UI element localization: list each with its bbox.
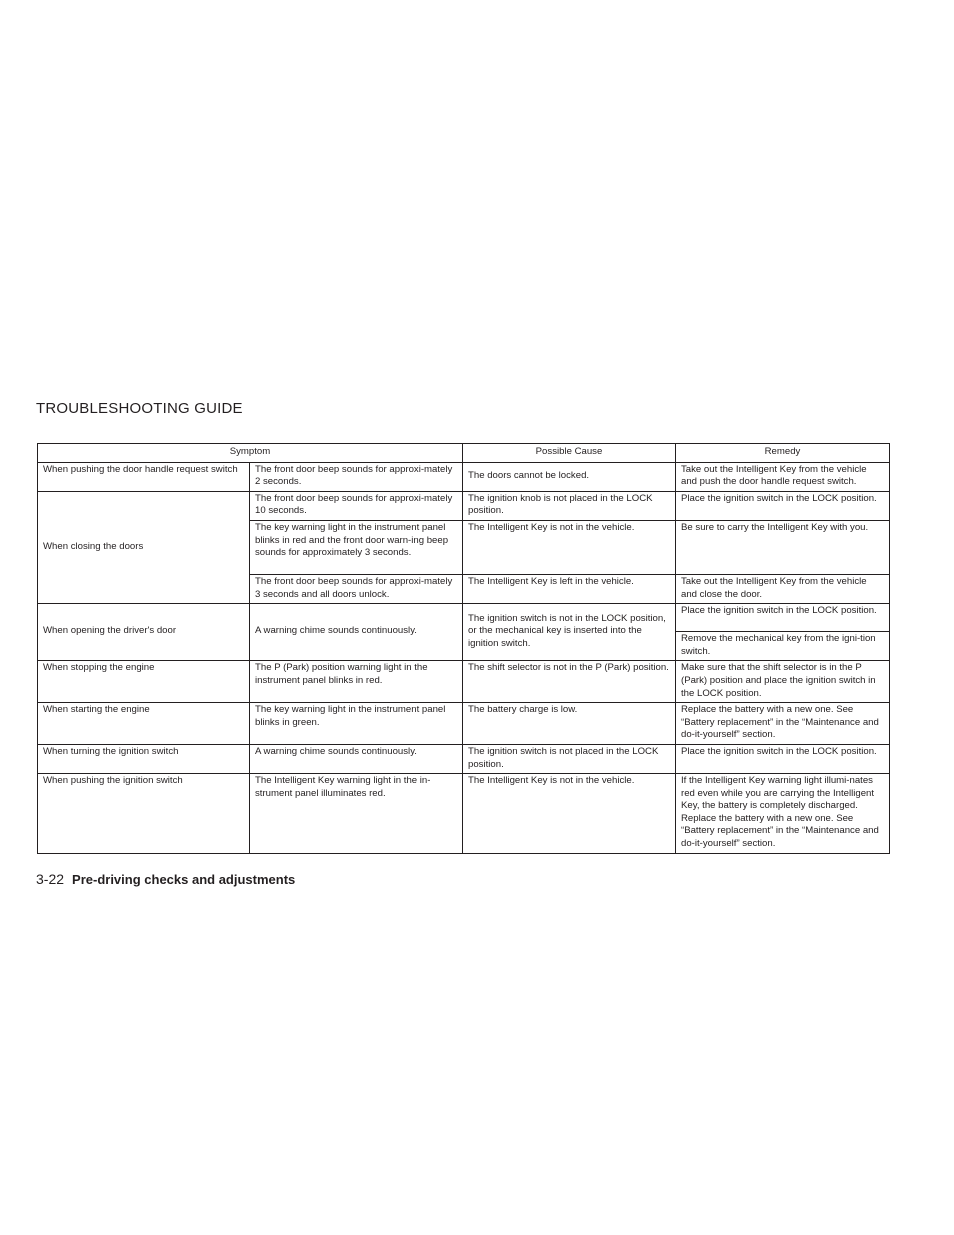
remedy-cell: Place the ignition switch in the LOCK position. [676,604,890,632]
cause-cell: The ignition switch is not in the LOCK position, or the mechanical key is inserted into the ignition switch. [463,604,676,661]
symptom-cell: The front door beep sounds for approxi-mately 3 seconds and all doors unlock. [250,574,463,603]
symptom-cell: The front door beep sounds for approxi-mately 2 seconds. [250,462,463,491]
condition-cell: When pushing the door handle request switch [38,462,250,491]
table-row [38,661,890,703]
remedy-cell: Place the ignition switch in the LOCK position. [676,744,890,773]
cause-cell: The doors cannot be locked. [463,462,676,491]
remedy-cell: Place the ignition switch in the LOCK position. [676,491,890,520]
table-header-row [38,444,890,463]
symptom-cell: The Intelligent Key warning light in the in-strument panel illuminates red. [250,774,463,854]
remedy-cell: Replace the battery with a new one. See “Battery replacement” in the “Maintenance and do-it-yourself” section. [676,703,890,745]
table-row [38,491,890,520]
table-row [38,774,890,854]
remedy-cell: Be sure to carry the Intelligent Key with you. [676,520,890,574]
page-number: 3-22 [36,871,65,887]
remedy-cell: Remove the mechanical key from the igni-tion switch. [676,632,890,661]
symptom-cell: A warning chime sounds continuously. [250,604,463,661]
condition-cell: When opening the driver's door [38,604,250,661]
cause-cell: The battery charge is low. [463,703,676,745]
cause-cell: The shift selector is not in the P (Park) position. [463,661,676,703]
symptom-cell: A warning chime sounds continuously. [250,744,463,773]
table-row [38,604,890,632]
section-title: TROUBLESHOOTING GUIDE [36,400,243,417]
remedy-cell: Make sure that the shift selector is in the P (Park) position and place the ignition switch in the LOCK position. [676,661,890,703]
condition-cell: When turning the ignition switch [38,744,250,773]
header-remedy: Remedy [676,444,890,463]
header-symptom: Symptom [38,444,463,463]
symptom-cell: The key warning light in the instrument panel blinks in red and the front door warn-ing beep sounds for approximately 3 seconds. [250,520,463,574]
header-possible-cause: Possible Cause [463,444,676,463]
page-footer [36,871,295,887]
cause-cell: The ignition knob is not placed in the LOCK position. [463,491,676,520]
symptom-cell: The key warning light in the instrument panel blinks in green. [250,703,463,745]
table-row [38,703,890,745]
cause-cell: The Intelligent Key is left in the vehicle. [463,574,676,603]
chapter-title: Pre-driving checks and adjustments [72,872,296,887]
condition-cell: When starting the engine [38,703,250,745]
symptom-cell: The front door beep sounds for approxi-mately 10 seconds. [250,491,463,520]
remedy-cell: Take out the Intelligent Key from the vehicle and close the door. [676,574,890,603]
remedy-cell: If the Intelligent Key warning light illumi-nates red even while you are carrying the Intelligent Key, the battery is completely discharged. Replace the battery with a new one. See “Battery replacement” in the “Maintenance and do-it-yourself” section. [676,774,890,854]
troubleshooting-table [37,443,890,854]
symptom-cell: The P (Park) position warning light in the instrument panel blinks in red. [250,661,463,703]
condition-cell: When closing the doors [38,491,250,603]
cause-cell: The ignition switch is not placed in the LOCK position. [463,744,676,773]
condition-cell: When pushing the ignition switch [38,774,250,854]
cause-cell: The Intelligent Key is not in the vehicle. [463,774,676,854]
remedy-cell: Take out the Intelligent Key from the vehicle and push the door handle request switch. [676,462,890,491]
condition-cell: When stopping the engine [38,661,250,703]
table-row [38,744,890,773]
table-row [38,462,890,491]
cause-cell: The Intelligent Key is not in the vehicle. [463,520,676,574]
